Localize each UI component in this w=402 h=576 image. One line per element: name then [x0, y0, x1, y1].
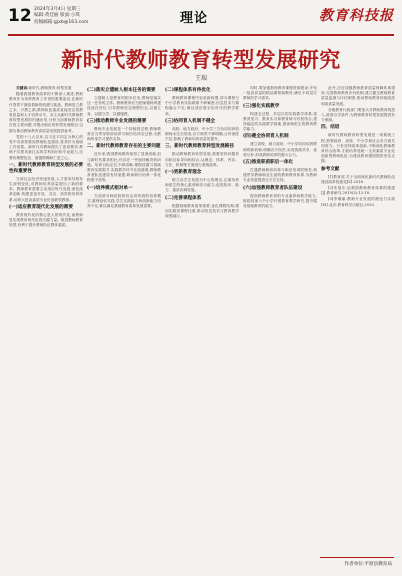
- article-author: 王瑞: [194, 75, 207, 82]
- body-paragraph: 打通教师职前培养与职后培训的壁垒,构建贯穿教师职业生涯的教师教育体系,为教师专业发展提供全方位支持。: [243, 168, 317, 183]
- body-paragraph: 近年来,我国教师教育取得了显著成就,但与新时代要求相比,仍存在一些亟待解决的问题。培养目标定位不够清晰,课程设置与基础教育实践脱节,实践教学环节比较薄弱,教师教育者队伍建设有待加强,职前职后培养一体化程度不高等。: [87, 152, 161, 183]
- body-paragraph: 当前社会经济快速发展,人才需求结构发生深刻变化,对教师培养质量提出了新的要求。教师教育需要主动适应时代发展,深化改革创新,构建更加开放、灵活、高效的培养体系,培养大批高素质专业化创新型教师。: [9, 176, 83, 202]
- header-editor: 编辑:黄佳丽 版面:小琪: [34, 13, 80, 19]
- body-paragraph: 党的十八大以来,以习近平同志为核心的党中央高度重视教师队伍建设,将其作为基础工作来抓。新时代对教师提出了更高要求,教师不仅要具备扎实的学科知识和专业能力,还要有理想信念、道德情操和仁爱之心。: [9, 134, 83, 160]
- body-paragraph: 此外,还应加强教师教育质量保障体系建设,完善教师教育评价机制,建立健全教师教育质量监测与评估制度,推动教师教育持续改进和高质量发展。: [321, 86, 395, 106]
- header-info: [34, 7, 88, 26]
- body-paragraph: [1]教育部.关于全面深化新时代教师队伍建设改革的意见[Z].2018.: [321, 174, 395, 184]
- section-heading: 二、新时代教师教育存在的主要问题: [87, 144, 161, 150]
- section-heading: (一)培养模式相对单一: [87, 185, 133, 191]
- section-heading: (二)完善课程体系: [165, 195, 202, 201]
- section-heading: (三)推动教师专业发展的需要: [87, 118, 147, 124]
- article-column-1: [9, 86, 83, 564]
- body-paragraph: 构建全过程、多层次的实践教学体系,将教育见习、教育实习和教育研习有机结合,建设稳定的实践教学基地,提高师范生的教育教学能力。: [243, 111, 317, 132]
- section-heading: (二)课程体系有待优化: [165, 88, 211, 93]
- section-title: 理论: [180, 11, 209, 26]
- body-paragraph: 建立高校、地方政府、中小学协同培养教师的新机制,明确各方权责,实现资源共享、优势互补,形成教师培养的强大合力。: [243, 142, 317, 157]
- section-heading: (四)健全协同育人机制: [243, 134, 289, 140]
- article-column-4: [243, 86, 317, 564]
- body-paragraph: 新时代教师教育转型发展是一项系统工程,需要政府、高校、中小学和社会各方面共同努力。只有坚持改革创新,不断深化教师教育综合改革,才能培养造就一支高素质专业化创新型教师队伍,为建设教育强国提供坚实支撑。: [321, 133, 395, 164]
- body-paragraph: 随着我国教育改革的不断深入推进,教师教育作为培养教育工作者的重要途径,在新时代背景下面临着新的机遇与挑战。教师是立教之本、兴教之源,教师队伍素质直接决定着教育质量和人才培养水平。本文从新时代教师教育转型发展的内涵出发,分析当前教师教育存在的主要问题,并提出相应的转型发展路径,以期为推动教师教育高质量发展提供参考。: [9, 92, 83, 133]
- body-paragraph: 立德树人是教育的根本任务,教师是落实这一任务的主体。教师教育应当把师德师风建设放在首位,引导教师坚定理想信念,以德立身、以德立学、以德施教。: [87, 96, 161, 116]
- header-email: 投稿邮箱:gjxb@163.com: [34, 19, 89, 25]
- section-heading: (一)更新教育理念: [165, 170, 202, 176]
- article-title: 新时代教师教育转型发展研究: [61, 47, 341, 72]
- section-heading: 参考文献: [321, 166, 340, 172]
- body-paragraph: [3]李瑾瑜.教师专业发展的理论与实践[M].北京:教育科学出版社,2020.: [321, 197, 395, 207]
- page-header: [8, 4, 394, 32]
- page-number: 12: [8, 6, 32, 26]
- body-paragraph: 教师专业发展是一个持续的过程,教师教育应当贯穿职前培养与职后培训全过程,为教师终身学习提供支持。: [87, 126, 161, 142]
- section-heading: (三)强化实践教学: [243, 103, 280, 109]
- section-heading: (五)推进职前职后一体化: [243, 160, 294, 166]
- footer-box: [320, 557, 394, 570]
- keywords-value: 新时代;教师教育;转型发展: [28, 86, 72, 90]
- section-heading: (二)落实立德树人根本任务的需要: [87, 88, 156, 93]
- section-heading: 四、结语: [321, 125, 340, 131]
- section-heading: 三、新时代教师教育转型发展路径: [165, 144, 234, 150]
- keywords-line: [9, 86, 83, 91]
- body-paragraph: 同时,要加强教师教育课程资源建设,开发一批高质量的精品课程和教材,满足不同层次教师的学习需求。: [243, 86, 317, 101]
- section-heading: 一、新时代教师教育转型发展的必要性和重要性: [9, 162, 83, 174]
- newspaper-masthead: 教育科技报: [319, 8, 394, 24]
- keywords-label: 关键词:: [16, 86, 29, 90]
- header-rule: [8, 34, 394, 36]
- section-heading: (三)协同育人机制不健全: [165, 118, 216, 124]
- body-paragraph: 各级教育行政部门要加大对教师教育的投入,改善办学条件,为教师教育转型发展提供有力保障。: [321, 107, 395, 123]
- body-paragraph: [2]朱旭东.论我国教师教育体系的重建[J].教育研究,2019(3):12-18.: [321, 186, 395, 196]
- body-paragraph: 推动教师教育转型发展,需要坚持问题导向和目标导向相结合,从理念、体系、内容、方法、机制等方面进行系统改革。: [165, 152, 239, 167]
- article-column-5: [321, 86, 395, 564]
- body-paragraph: 当前部分师范院校仍沿用传统的培养模式,重理论轻实践,学生实践能力和创新能力培养不足,难以满足基础教育改革发展需要。: [87, 193, 161, 209]
- body-paragraph: 树立以学生发展为中心的理念,注重培养师范生的核心素养和综合能力,促进知识、能力、素质协调发展。: [165, 178, 239, 193]
- header-date: 2024年3月4日 星期三: [34, 7, 81, 12]
- section-heading: (六)加强教师教育者队伍建设: [243, 185, 303, 191]
- body-paragraph: 高校、地方政府、中小学三方协同培养机制尚未完全形成,各方职责不够明确,合作深度不足,影响了教师培养质量的提升。: [165, 126, 239, 142]
- section-heading: (一)适应教育现代化发展的需要: [9, 204, 73, 210]
- body-paragraph: 教师教育课程内容更新较慢,部分课程与中小学教育实际联系不够紧密,信息技术与课程融合不足,难以适应数字化时代的教学要求。: [165, 96, 239, 116]
- body-paragraph: 根据基础教育改革需要,优化课程结构,增加实践类课程比重,推动信息技术与教育教学深度融合。: [165, 203, 239, 219]
- article-column-2: [87, 86, 161, 564]
- body-paragraph: 教育现代化的核心是人的现代化,而教师是实现教育现代化的关键力量。推进教师教育转型,有利于提升教师队伍整体素质。: [9, 212, 83, 228]
- author-affiliation: 作者单位:平原县教育局: [344, 562, 392, 567]
- body-paragraph: 提高教师教育者的专业素养和教学能力,鼓励其深入中小学开展教育教学研究,提升服务基础教育的能力。: [243, 193, 317, 209]
- article-column-3: [165, 86, 239, 564]
